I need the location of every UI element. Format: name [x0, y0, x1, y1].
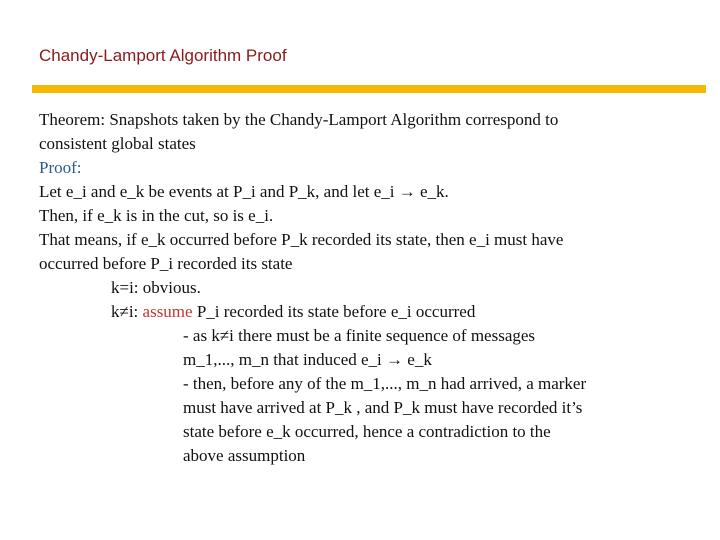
case-k-not-equal-i	[39, 300, 679, 324]
case-k-not-equal-i-prefix: k≠i:	[111, 302, 143, 321]
slide-body	[39, 108, 679, 468]
proof-means-line-1: That means, if e_k occurred before P_k recorded its state, then e_i must have	[39, 230, 564, 249]
slide-title: Chandy-Lamport Algorithm Proof	[39, 46, 287, 65]
proof-means-line-2: occurred before P_i recorded its state	[39, 254, 293, 273]
case-k-not-equal-i-rest: P_i recorded its state before e_i occurred	[192, 302, 476, 321]
title-underline-bar	[32, 85, 706, 93]
sub-point-2-line-3: state before e_k occurred, hence a contradiction to the	[183, 422, 551, 441]
case-k-equals-i: k=i: obvious.	[111, 278, 201, 297]
sub-point-2-line-2: must have arrived at P_k , and P_k must have recorded it’s	[183, 398, 583, 417]
theorem-line-2: consistent global states	[39, 134, 196, 153]
sub-point-1-line-2: m_1,..., m_n that induced e_i → e_k	[183, 350, 432, 369]
sub-point-2-line-4: above assumption	[183, 446, 306, 465]
proof-then-line: Then, if e_k is in the cut, so is e_i.	[39, 206, 274, 225]
sub-point-2-line-1: - then, before any of the m_1,..., m_n had arrived, a marker	[183, 374, 587, 393]
theorem-line-1: Theorem: Snapshots taken by the Chandy-Lamport Algorithm correspond to	[39, 110, 559, 129]
proof-label: Proof:	[39, 158, 82, 177]
proof-let-line: Let e_i and e_k be events at P_i and P_k, and let e_i → e_k.	[39, 182, 449, 201]
sub-point-1-line-1: - as k≠i there must be a finite sequence of messages	[183, 326, 536, 345]
assume-keyword: assume	[142, 302, 193, 321]
